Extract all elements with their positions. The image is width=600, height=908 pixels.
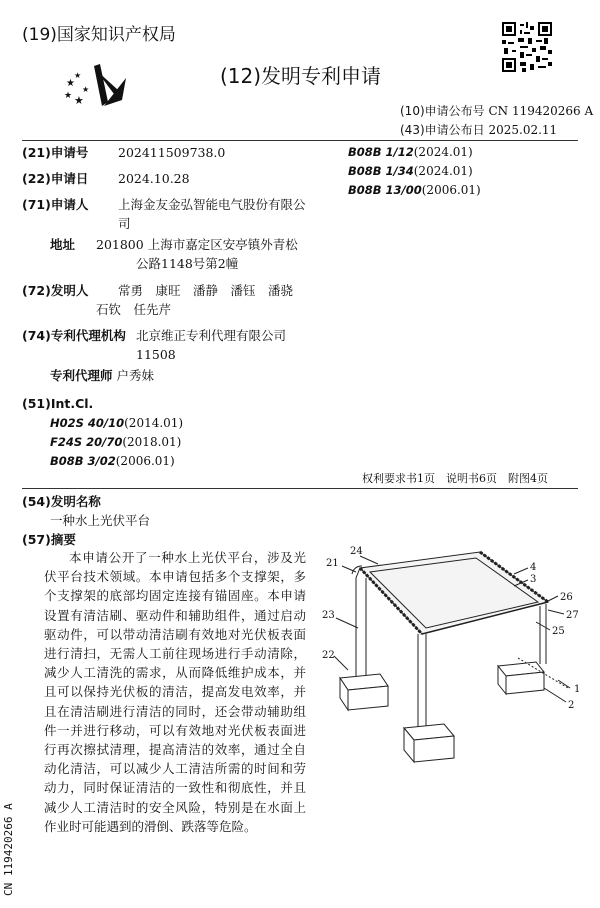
- svg-text:★: ★: [82, 85, 90, 94]
- applicant-cont: 司: [118, 216, 131, 231]
- figure-label: 23: [322, 610, 335, 621]
- cpc-entry: B08B 13/00(2006.01): [348, 183, 481, 197]
- office-name: (19)国家知识产权局: [22, 25, 176, 45]
- figure-label: 3: [530, 574, 537, 585]
- applicant: (71)申请人 上海金友金弘智能电气股份有限公: [22, 197, 306, 212]
- svg-text:★: ★: [74, 94, 84, 107]
- figure-label: 24: [350, 546, 363, 557]
- address: 地址 201800 上海市嘉定区安亭镇外青松: [50, 237, 298, 252]
- inventors: (72)发明人 常勇 康旺 潘静 潘钰 潘骁: [22, 283, 294, 298]
- intcl-entry: B08B 3/02(2006.01): [50, 454, 175, 468]
- figure-label: 2: [568, 700, 575, 711]
- abstract-text: 本申请公开了一种水上光伏平台，涉及光伏平台技术领域。本申请包括多个支撑架，多个支撑架的底部均固定连接有锚固座。本申请设置有清洁刷、驱动件和辅助组件，通过启动驱动件，可以带动清洁刷有效地对光伏板表面进行清扫，无需人工前往现场进行手动清除，减少人工清洗的需求，从而降低维护成本，并且可以保持光伏板的清洁，提高发电效率，并且在清洁刷进行清洁的同时，还会带动辅助组件一并进行移动，可以有效地对光伏板表面进行再次擦拭清理，提高清洁的效率，通过全自动化清洁，可以减少人工清洁所需的时间和劳动力，同时保证清洁的一致性和彻底性，并且减少人工清洁时的安全风险，特别是在水面上作业时可能遇到的滑倒、跌落等危险。: [44, 550, 306, 834]
- abstract-figure: [318, 538, 588, 788]
- cnipa-logo-icon: [60, 60, 130, 116]
- figure-label: 25: [552, 626, 565, 637]
- figure-label: 4: [530, 562, 537, 573]
- inventors-cont: 石钦 任先芹: [96, 302, 172, 317]
- abstract-label: (57)摘要: [22, 532, 76, 547]
- page-counts: 权利要求书1页 说明书6页 附图4页: [362, 472, 548, 485]
- invention-title: 一种水上光伏平台: [50, 513, 151, 528]
- figure-label: 1: [574, 684, 581, 695]
- section-rule: [22, 488, 578, 489]
- header-rule: [22, 140, 578, 141]
- qr-code-icon: [502, 22, 552, 72]
- patent-agency: (74)专利代理机构 北京维正专利代理有限公司: [22, 328, 287, 343]
- application-date: (22)申请日 2024.10.28: [22, 171, 190, 186]
- intcl-entry: H02S 40/10(2014.01): [50, 416, 184, 430]
- publication-date: (43)申请公布日 2025.02.11: [400, 123, 558, 137]
- figure-label: 26: [560, 592, 573, 603]
- title-label: (54)发明名称: [22, 494, 101, 509]
- figure-label: 21: [326, 558, 339, 569]
- svg-text:★: ★: [74, 71, 82, 80]
- svg-text:★: ★: [64, 91, 73, 101]
- intcl-entry: F24S 20/70(2018.01): [50, 435, 182, 449]
- figure-label: 27: [566, 610, 579, 621]
- patent-agent: 专利代理师 户秀妹: [50, 368, 155, 383]
- cpc-entry: B08B 1/34(2024.01): [348, 164, 473, 178]
- cpc-entry: B08B 1/12(2024.01): [348, 145, 473, 159]
- publication-number: (10)申请公布号 CN 119420266 A: [400, 104, 594, 118]
- intcl-label: (51)Int.Cl.: [22, 396, 94, 411]
- figure-label: 22: [322, 650, 335, 661]
- svg-text:★: ★: [66, 78, 75, 89]
- vertical-publication-id: CN 119420266 A: [2, 803, 15, 896]
- patent-agency-cont: 11508: [136, 347, 176, 362]
- address-cont: 公路1148号第2幢: [136, 256, 239, 271]
- document-type: (12)发明专利申请: [220, 64, 382, 88]
- application-number: (21)申请号 202411509738.0: [22, 145, 226, 160]
